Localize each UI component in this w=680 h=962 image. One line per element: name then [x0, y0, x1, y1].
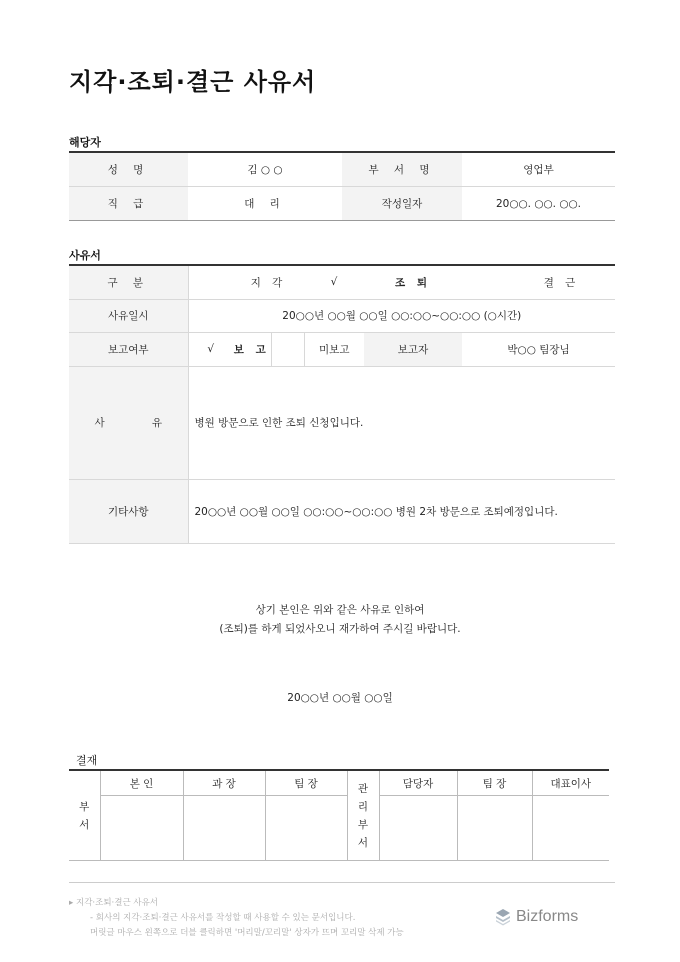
type-label: 구 분 — [69, 265, 188, 299]
approval-sign-box[interactable] — [265, 796, 347, 861]
dept-value: 영업부 — [462, 152, 615, 187]
date-label: 작성일자 — [342, 187, 462, 221]
approval-col-mgmt-team-lead: 팀 장 — [457, 770, 532, 796]
person-info-table — [69, 151, 615, 221]
footer-hint: 머릿글 마우스 왼쪽으로 더블 클릭하면 '머리말/꼬리말' 상자가 뜨며 꼬리말 삭제 가능 — [90, 928, 404, 938]
footer-title-text: 지각·조퇴·결근 사유서 — [75, 898, 158, 908]
approval-sign-box[interactable] — [532, 796, 609, 861]
bizforms-logo-text: Bizforms — [516, 908, 579, 925]
cause-label: 사 유 — [69, 366, 188, 479]
approval-col-manager: 과 장 — [183, 770, 265, 796]
rank-value: 대 리 — [188, 187, 342, 221]
approval-mgmt-char: 서 — [357, 836, 369, 849]
etc-value: 20○○년 ○○월 ○○일 ○○:○○~○○:○○ 병원 2차 방문으로 조퇴예정입니다. — [188, 479, 615, 543]
statement-line-2: (조퇴)를 하게 되었사오니 재가하여 주시길 바랍니다. — [219, 623, 461, 635]
name-value: 김 ○ ○ — [188, 152, 342, 187]
approval-sign-box[interactable] — [183, 796, 265, 861]
approval-col-ceo: 대표이사 — [532, 770, 609, 796]
date-line: 20○○년 ○○월 ○○일 — [287, 692, 393, 704]
rank-label: 직 급 — [69, 187, 188, 221]
section-label-person: 해당자 — [69, 136, 101, 149]
datetime-value: 20○○년 ○○월 ○○일 ○○:○○~○○:○○ (○시간) — [188, 299, 615, 332]
name-label: 성 명 — [69, 152, 188, 187]
footer-divider — [69, 882, 615, 883]
type-early-check: √ — [304, 265, 364, 299]
approval-mgmt-char: 부 — [357, 818, 369, 831]
section-label-reason: 사유서 — [69, 249, 101, 262]
document-title: 지각·조퇴·결근 사유서 — [69, 68, 317, 96]
approval-sign-box[interactable] — [457, 796, 532, 861]
bizforms-logo — [494, 908, 578, 926]
footer-bullet-icon: ▸ — [69, 898, 74, 908]
approval-col-staff: 담당자 — [379, 770, 457, 796]
approval-table — [69, 769, 609, 861]
cause-value: 병원 방문으로 인한 조퇴 신청입니다. — [188, 366, 615, 479]
approval-label: 결재 — [76, 754, 98, 767]
date-value: 20○○. ○○. ○○. — [462, 187, 615, 221]
reported-yes: 보 고 — [233, 332, 271, 366]
datetime-label: 사유일시 — [69, 299, 188, 332]
footer-title — [69, 896, 158, 908]
statement-line-1: 상기 본인은 위와 같은 사유로 인하여 — [255, 604, 425, 616]
approval-mgmt-vertical — [347, 770, 379, 861]
bizforms-logo-icon — [494, 908, 512, 926]
approval-col-self: 본 인 — [100, 770, 183, 796]
etc-label: 기타사항 — [69, 479, 188, 543]
reporter-value: 박○○ 팀장님 — [462, 332, 615, 366]
reported-yes-check: √ — [188, 332, 233, 366]
approval-dept-char: 서 — [79, 818, 90, 831]
footer-desc: - 회사의 지각·조퇴·결근 사유서를 작성할 때 사용할 수 있는 문서입니다. — [90, 913, 356, 923]
approval-dept-char: 부 — [79, 800, 90, 813]
approval-mgmt-char: 리 — [357, 800, 369, 813]
reported-no: 미보고 — [304, 332, 364, 366]
reported-label: 보고여부 — [69, 332, 188, 366]
reporter-label: 보고자 — [364, 332, 462, 366]
type-early: 조 퇴 — [364, 265, 462, 299]
approval-dept-vertical — [69, 770, 100, 861]
dept-label: 부 서 명 — [342, 152, 462, 187]
approval-col-team-lead: 팀 장 — [265, 770, 347, 796]
type-late: 지 각 — [233, 265, 304, 299]
approval-mgmt-char: 관 — [357, 782, 369, 795]
reason-table — [69, 264, 615, 544]
approval-sign-box[interactable] — [379, 796, 457, 861]
approval-sign-box[interactable] — [100, 796, 183, 861]
type-absent: 결 근 — [508, 265, 615, 299]
